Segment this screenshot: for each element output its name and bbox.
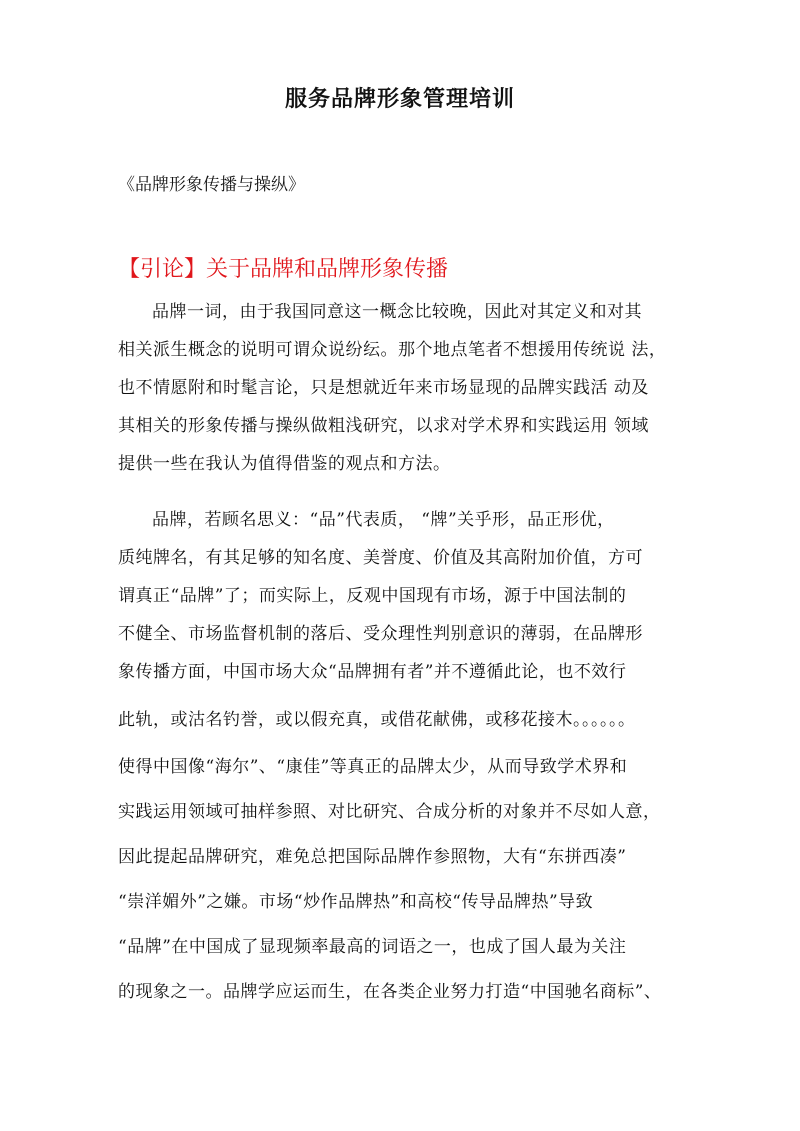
paragraph-line: 谓真正“品牌”了；而实际上，反观中国现有市场，源于中国法制的 — [118, 586, 627, 606]
paragraph-line: 其相关的形象传播与操纵做粗浅研究，以求对学术界和实践运用 领域 — [118, 416, 649, 436]
paragraph-line: “品牌”在中国成了显现频率最高的词语之一，也成了国人最为关注 — [118, 937, 627, 957]
paragraph-line: 因此提起品牌研究，难免总把国际品牌作参照物，大有“东拼西凑” — [118, 847, 627, 867]
paragraph-line: “崇洋媚外”之嫌。市场“炒作品牌热”和高校“传导品牌热”导致 — [118, 892, 594, 912]
paragraph-line: 象传播方面，中国市场大众“品牌拥有者”并不遵循此论，也不效行 — [118, 662, 627, 682]
paragraph-line: 实践运用领域可抽样参照、对比研究、合成分析的对象并不尽如人意， — [118, 802, 661, 822]
paragraph-line: 不健全、市场监督机制的落后、受众理性判别意识的薄弱，在品牌形 — [118, 624, 643, 644]
paragraph-line: 也不情愿附和时髦言论，只是想就近年来市场显现的品牌实践活 动及 — [118, 378, 649, 398]
paragraph-line: 使得中国像“海尔”、“康佳”等真正的品牌太少，从而导致学术界和 — [118, 757, 628, 777]
paragraph-line: 相关派生概念的说明可谓众说纷纭。那个地点笔者不想援用传统说 法， — [118, 340, 667, 360]
document-subtitle: 《品牌形象传播与操纵》 — [118, 175, 305, 195]
section-heading: 【引论】关于品牌和品牌形象传播 — [118, 257, 449, 282]
paragraph-line: 品牌，若顾名思义：“品”代表质， “牌”关乎形，品正形优， — [152, 510, 615, 530]
paragraph-line: 质纯牌名，有其足够的知名度、美誉度、价值及其高附加价值，方可 — [118, 548, 643, 568]
paragraph-line: 品牌一词，由于我国同意这一概念比较晚，因此对其定义和对其 — [152, 302, 642, 322]
paragraph-line: 此轨，或沽名钓誉，或以假充真，或借花献佛，或移花接木。。。。。。 — [118, 710, 636, 730]
paragraph-line: 提供一些在我认为值得借鉴的观点和方法。 — [118, 454, 451, 474]
document-title: 服务品牌形象管理培训 — [284, 86, 515, 112]
paragraph-line: 的现象之一。品牌学应运而生，在各类企业努力打造“中国驰名商标”、 — [118, 982, 662, 1002]
